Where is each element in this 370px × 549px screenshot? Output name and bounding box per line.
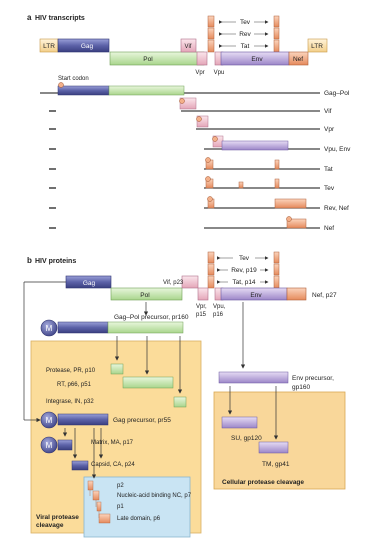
- env-precursor-label-2: gp160: [292, 384, 311, 391]
- p2-label: p2: [117, 483, 124, 489]
- b-nef-gene: [287, 288, 306, 300]
- b-env-label: Env: [250, 292, 262, 299]
- transcript-label-rev-nef: Rev, Nef: [324, 205, 349, 212]
- b-vpu-label: Vpu,: [213, 304, 226, 310]
- m-label-2: M: [45, 416, 53, 425]
- rev-exon-right: [274, 28, 279, 39]
- p2-block: [88, 481, 93, 490]
- matrix-block: [58, 440, 72, 450]
- su-label: SU, gp120: [231, 435, 262, 442]
- transcript-label-vpr: Vpr: [324, 126, 335, 133]
- nef-label: Nef: [292, 56, 304, 63]
- env-label: Env: [251, 56, 263, 63]
- b-vif-label: Vif, p23: [163, 280, 184, 286]
- pol-gene: [110, 52, 204, 65]
- capsid-block: [72, 461, 88, 470]
- viral-cleavage-label-1: Viral protease: [36, 514, 79, 521]
- rt-label: RT, p66, p51: [57, 382, 91, 388]
- b-pol-label: Pol: [140, 292, 150, 299]
- integrase-block: [174, 397, 186, 407]
- b-vif-gene: [182, 276, 198, 288]
- tev-exon-right: [274, 16, 279, 27]
- transcript-label-vpu-env: Vpu, Env: [324, 146, 351, 153]
- tat-label: Tat: [240, 43, 250, 50]
- panel-b-title: HIV proteins: [35, 258, 77, 265]
- late-domain-label: Late domain, p6: [117, 516, 161, 522]
- p1-label: p1: [117, 504, 124, 510]
- pol-label: Pol: [143, 56, 153, 63]
- matrix-label: Matrix, MA, p17: [91, 440, 134, 446]
- tev-transcript: [49, 177, 320, 189]
- transcript-label-vif: Vif: [324, 108, 332, 115]
- tat-exon-right: [274, 40, 279, 52]
- vif-transcript: [49, 98, 320, 111]
- m-label-3: M: [45, 441, 53, 450]
- transcript-label-gagpol: Gag–Pol: [324, 90, 350, 97]
- env-precursor-label-1: Env precursor,: [292, 375, 334, 382]
- vpr-transcript: [49, 116, 320, 129]
- panel-a-letter: a: [27, 13, 32, 22]
- p1-block: [97, 502, 101, 511]
- capsid-label: Capsid, CA, p24: [91, 462, 135, 468]
- vif-label: Vif: [184, 44, 192, 50]
- protease-label: Protease, PR, p10: [46, 368, 96, 374]
- tm-label: TM, gp41: [262, 461, 290, 468]
- ltr-left-label: LTR: [43, 43, 55, 50]
- ltr-right-label: LTR: [311, 43, 323, 50]
- viral-cleavage-label-2: cleavage: [36, 522, 64, 529]
- rt-block: [123, 377, 173, 388]
- vpr-label: Vpr: [195, 70, 205, 76]
- su-block: [222, 417, 257, 428]
- gagpol-precursor-label: Gag–Pol precursor, pr160: [114, 314, 189, 321]
- env-precursor-block: [219, 372, 288, 383]
- panel-b-letter: b: [27, 256, 32, 265]
- gag-precursor-label: Gag precursor, pr55: [113, 417, 171, 424]
- transcript-label-tev: Tev: [324, 185, 335, 192]
- integrase-label: Integrase, IN, p32: [46, 399, 94, 405]
- gag-label: Gag: [80, 43, 94, 50]
- tev-exon-left: [208, 16, 214, 27]
- tat-exon-left: [208, 40, 214, 52]
- panel-a-title: HIV transcripts: [35, 15, 85, 22]
- vpu-env-transcript: [49, 136, 320, 150]
- nef-transcript: [49, 217, 320, 229]
- rev-nef-transcript: [49, 197, 320, 209]
- b-vpr-label-2: p15: [196, 312, 207, 318]
- b-vpu-label-2: p16: [213, 312, 224, 318]
- tat-transcript: [49, 158, 320, 170]
- nc-block: [93, 491, 99, 500]
- protease-block: [111, 364, 123, 374]
- tm-block: [259, 442, 288, 453]
- nc-label: Nucleic-acid binding NC, p7: [117, 493, 192, 499]
- vpr-gene: [197, 52, 207, 65]
- rev-label: Rev: [239, 31, 251, 38]
- transcript-label-tat: Tat: [324, 166, 333, 173]
- cellular-cleavage-label: Cellular protease cleavage: [222, 479, 305, 486]
- b-gag-label: Gag: [82, 280, 96, 287]
- b-tev-label: Tev: [238, 255, 250, 262]
- b-vpr-label: Vpr,: [196, 304, 207, 310]
- m-label-1: M: [45, 324, 53, 333]
- transcript-label-nef: Nef: [324, 225, 335, 232]
- vpu-label: Vpu: [213, 70, 225, 76]
- b-nef-label: Nef, p27: [312, 292, 337, 299]
- gag-precursor-block: [58, 414, 108, 425]
- late-domain-block: [99, 514, 110, 523]
- gagpol-transcript: [40, 83, 320, 96]
- rev-exon-left: [208, 28, 214, 39]
- start-codon-label: Start codon: [58, 76, 89, 82]
- b-vpr-gene: [198, 288, 208, 300]
- tev-label: Tev: [239, 19, 251, 26]
- b-rev-label: Rev, p19: [231, 267, 257, 274]
- b-tat-label: Tat, p14: [232, 279, 256, 286]
